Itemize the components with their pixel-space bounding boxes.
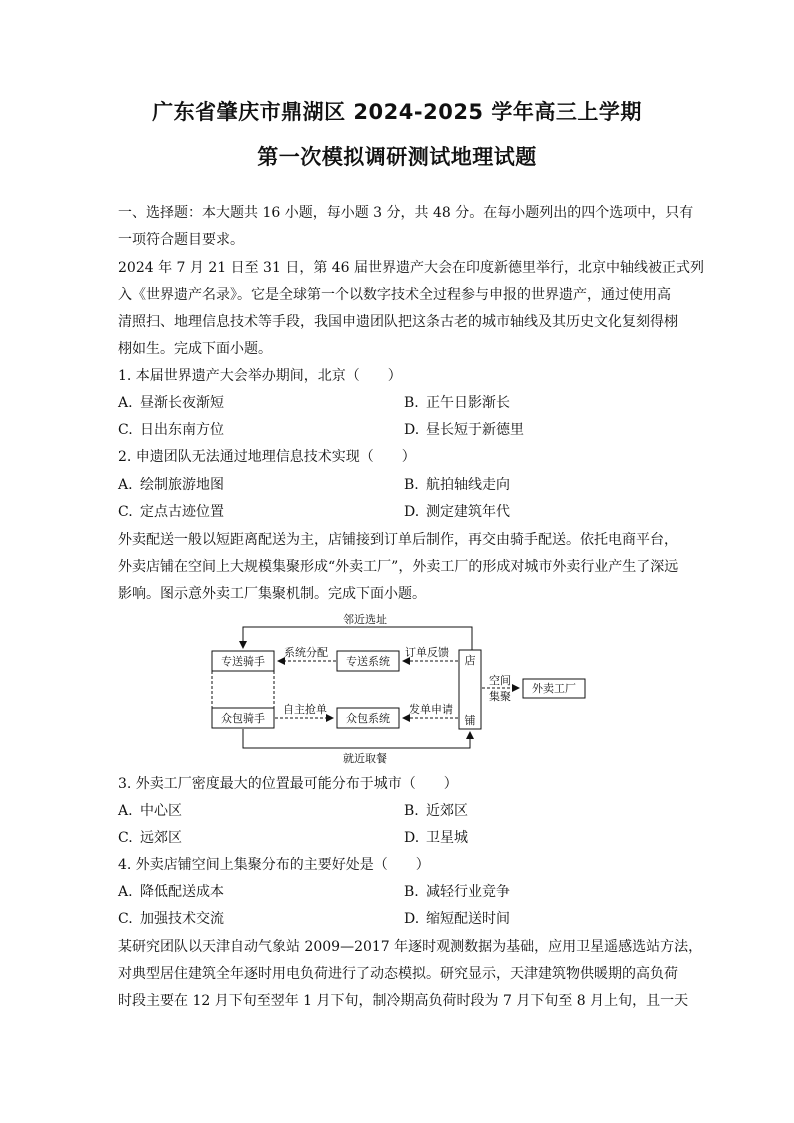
bottom-loop-label: 就近取餐 [343,752,387,765]
passage3-line: 时段主要在 12 月下旬至翌年 1 月下旬，制冷期高负荷时段为 7 月下旬至 8 月上旬，且一天 [118,993,689,1009]
question-4-option-d[interactable]: D. 缩短配送时间 [404,911,510,927]
store-label-top: 店 [464,654,476,667]
takeout-factory-diagram [200,610,600,770]
passage2-line: 外卖配送一般以短距离配送为主，店铺接到订单后制作，再交由骑手配送。依托电商平台， [118,532,678,548]
exam-title-line1: 广东省肇庆市鼎湖区 2024-2025 学年高三上学期 [152,100,642,124]
passage1-line: 2024 年 7 月 21 日至 31 日，第 46 届世界遗产大会在印度新德里举行，北京中轴线被正式列 [118,260,705,276]
question-3-option-d[interactable]: D. 卫星城 [404,830,468,846]
question-1-option-d[interactable]: D. 昼长短于新德里 [404,422,524,438]
passage1-line: 入《世界遗产名录》。它是全球第一个以数字技术全过程参与申报的世界遗产，通过使用高 [118,287,671,303]
top-loop-label: 邻近选址 [343,613,387,626]
question-4-option-b[interactable]: B. 减轻行业竞争 [404,884,510,900]
passage2-line: 外卖店铺在空间上大规模集聚形成“外卖工厂”，外卖工厂的形成对城市外卖行业产生了深远 [118,559,679,575]
factory-label: 外卖工厂 [532,682,576,695]
passage2-line: 影响。图示意外卖工厂集聚机制。完成下面小题。 [118,586,426,602]
question-3-option-c[interactable]: C. 远郊区 [118,830,182,846]
request-label: 发单申请 [409,703,453,716]
question-1-option-a[interactable]: A. 昼渐长夜渐短 [118,395,224,411]
exam-title-line2: 第一次模拟调研测试地理试题 [257,145,537,169]
system-dedicated-label: 专送系统 [346,655,390,668]
passage3-line: 对典型居住建筑全年逐时用电负荷进行了动态模拟。研究显示，天津建筑物供暖期的高负荷 [118,966,678,982]
passage3-line: 某研究团队以天津自动气象站 2009—2017 年逐时观测数据为基础，应用卫星遥感选站方法， [118,939,703,955]
section-instruction-line2: 一项符合题目要求。 [118,232,244,248]
question-2-option-c[interactable]: C. 定点古迹位置 [118,504,224,520]
question-2-option-d[interactable]: D. 测定建筑年代 [404,504,510,520]
question-4-option-c[interactable]: C. 加强技术交流 [118,911,224,927]
question-2-option-b[interactable]: B. 航拍轴线走向 [404,477,510,493]
question-1-stem: 1. 本届世界遗产大会举办期间，北京（ ） [118,368,402,384]
rider-crowd-label: 众包骑手 [221,712,265,725]
question-3-option-b[interactable]: B. 近郊区 [404,803,468,819]
dispatch-label: 系统分配 [284,646,328,659]
question-1-option-b[interactable]: B. 正午日影渐长 [404,395,510,411]
passage1-line: 清照扫、地理信息技术等手段，我国申遗团队把这条古老的城市轴线及其历史文化复刻得栩 [118,314,678,330]
grab-label: 自主抢单 [283,703,327,716]
question-4-stem: 4. 外卖店铺空间上集聚分布的主要好处是（ ） [118,857,430,873]
question-3-option-a[interactable]: A. 中心区 [118,803,182,819]
space-label: 空间 [489,674,511,687]
cluster-label: 集聚 [489,690,511,703]
store-label-bottom: 铺 [464,714,476,727]
rider-dedicated-label: 专送骑手 [221,655,265,668]
passage1-line: 栩如生。完成下面小题。 [118,341,272,357]
question-3-stem: 3. 外卖工厂密度最大的位置最可能分布于城市（ ） [118,776,458,792]
question-1-option-c[interactable]: C. 日出东南方位 [118,422,224,438]
question-2-option-a[interactable]: A. 绘制旅游地图 [118,477,224,493]
system-crowd-label: 众包系统 [346,712,390,725]
bottom-loop-arrow [243,729,470,748]
question-4-option-a[interactable]: A. 降低配送成本 [118,884,224,900]
section-instruction-line1: 一、选择题：本大题共 16 小题，每小题 3 分，共 48 分。在每小题列出的四个选项中，只有 [118,205,694,221]
feedback-label: 订单反馈 [405,646,449,659]
question-2-stem: 2. 申遗团队无法通过地理信息技术实现（ ） [118,449,416,465]
